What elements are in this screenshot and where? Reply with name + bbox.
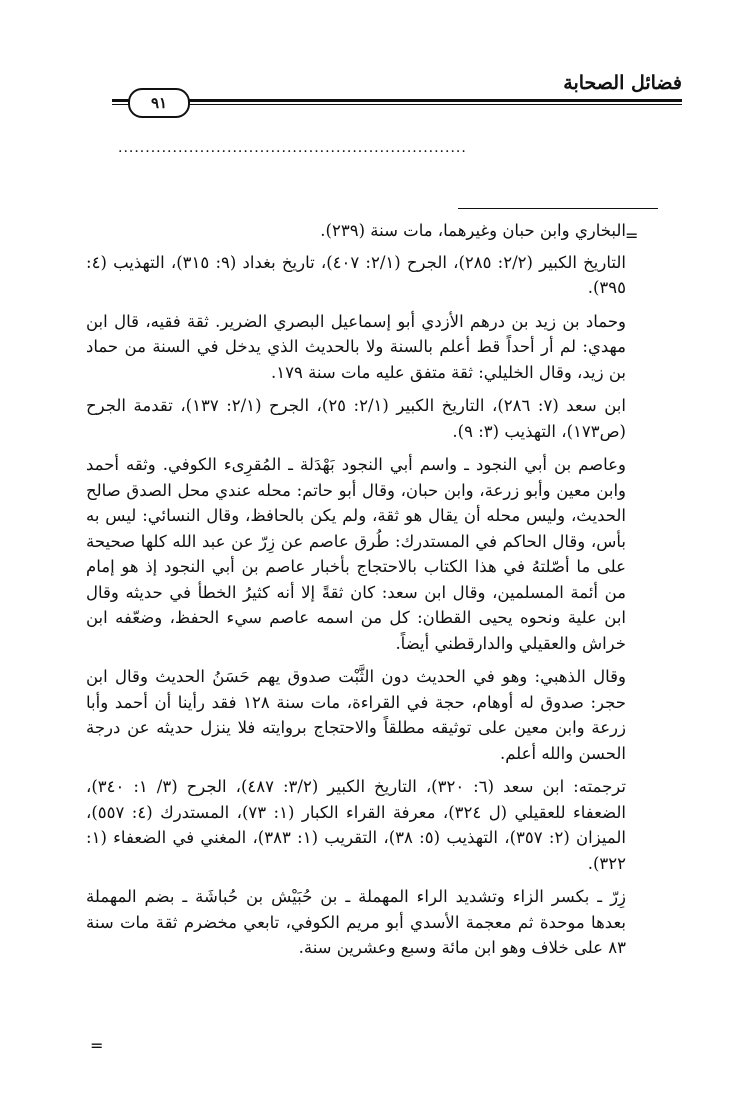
paragraph: ابن سعد (٧: ٢٨٦)، التاريخ الكبير (٢/١: ٢٥)، الجرح (٢/١: ١٣٧)، تقدمة الجرح (ص١٧٣)، التهذيب (٣: ٩).: [86, 396, 626, 441]
paragraph: زِرّ ـ بكسر الزاء وتشديد الراء المهملة ـ بن حُبَيْش بن حُباشَة ـ بضم المهملة بعدها موحدة ثم معجمة الأسدي أبو مريم الكوفي، تابعي مخضرم ثقة مات سنة ٨٣ على خلاف وهو ابن مائة وسبع وعشرين سنة.: [86, 887, 626, 957]
footnote-text: [86, 218, 626, 969]
paragraph: البخاري وابن حبان وغيرهما، مات سنة (٢٣٩).: [320, 221, 626, 240]
paragraph: وقال الذهبي: وهو في الحديث دون الثَّبْت صدوق يهم حَسَنُ الحديث وقال ابن حجر: صدوق له أوهام، حجة في القراءة، مات سنة ١٢٨ فقد رأينا أن أحمد وأبا زرعة وابن معين على توثيقه مطلقاً والاحتجاج بروايته فلا ينزل حديثه عن درجة الحسن والله أعلم.: [86, 667, 626, 763]
dotted-separator: ................................................................: [118, 140, 467, 156]
paragraph: التاريخ الكبير (٢/٢: ٢٨٥)، الجرح (٢/١: ٤٠٧)، تاريخ بغداد (٩: ٣١٥)، التهذيب (٤: ٣٩٥).: [86, 252, 626, 297]
paragraph: وعاصم بن أبي النجود ـ واسم أبي النجود بَهْدَلة ـ المُقرِىء الكوفي. وثقه أحمد وابن معين وأبو زرعة، وابن حبان، وقال أبو حاتم: محله عندي محل الصدق صالح الحديث، وليس محله أن يقال هو ثقة، ولم يكن بالحافظ، وقال النسائي: ليس به بأس، وقال الحاكم في المستدرك: طُرق عاصم عن زِرّ عن عبد الله كلها صحيحة على ما أصّلتهُ في هذا الكتاب بالاحتجاج بأخبار عاصم بن أبي النجود إذ هو إمام من أئمة المسلمين، وقال ابن سعد: كان ثقةً إلا أنه كثيرُ الخطأ في حديثه وقال ابن علية ونحوه يحيى القطان: كل من اسمه عاصم سيء الحفظ، وضعّفه ابن خراش والعقيلي والدارقطني أيضاً.: [86, 455, 626, 653]
running-head-title: فضائل الصحابة: [563, 72, 682, 94]
header-rule-thin: [112, 104, 682, 105]
footnote-rule: [458, 208, 658, 209]
paragraph: وحماد بن زيد بن درهم الأزدي أبو إسماعيل البصري الضرير. ثقة فقيه، قال ابن مهدي: لم أر أحداً قط أعلم بالسنة ولا بالحديث الذي يدخل في السنة من حماد بن زيد، وقال الخليلي: ثقة متفق عليه مات سنة ١٧٩.: [86, 311, 626, 382]
header-rule-thick: [112, 99, 682, 102]
paragraph: ترجمته: ابن سعد (٦: ٣٢٠)، التاريخ الكبير (٣/٢: ٤٨٧)، الجرح (٣/ ١: ٣٤٠)، الضعفاء للعقيلي (ل ٣٢٤)، معرفة القراء الكبار (١: ٧٣)، المستدرك (٤: ٥٥٧)، الميزان (٢: ٣٥٧)، التهذيب (٥: ٣٨)، التقريب (١: ٣٨٣)، المغني في الضعفاء (١: ٣٢٢).: [86, 777, 626, 873]
page-number-badge: ٩١: [128, 88, 190, 118]
continuation-mark-top: =: [625, 226, 639, 245]
continuation-mark-bottom: =: [90, 1036, 104, 1055]
